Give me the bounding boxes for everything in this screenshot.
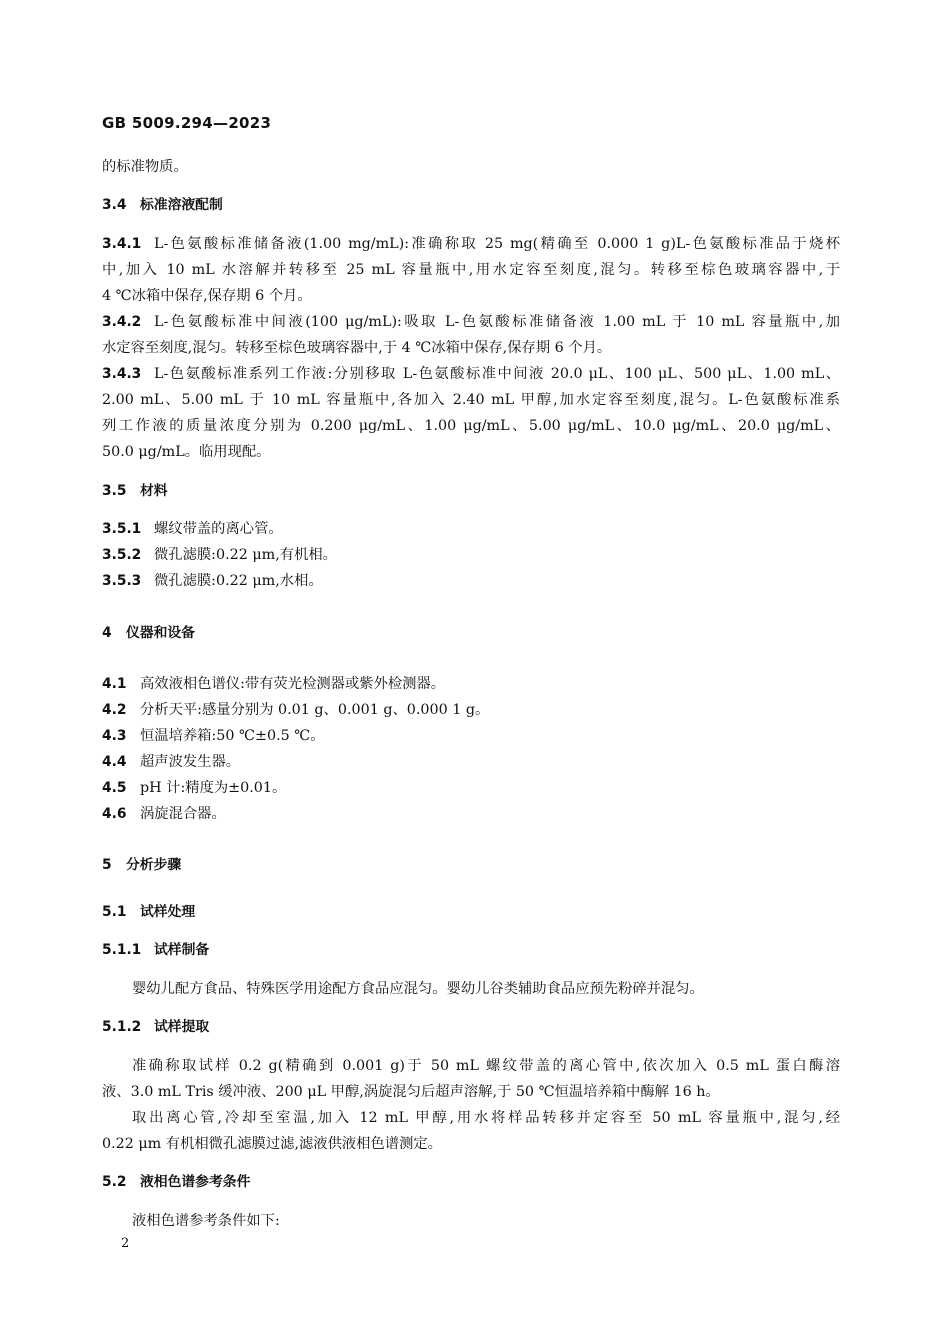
clause-number: 4.6	[102, 806, 127, 822]
section-heading-3-4	[102, 192, 840, 218]
clause-text: pH 计:精度为±0.01。	[140, 780, 287, 796]
section-heading-5-1-1	[102, 937, 840, 963]
clause-4-6	[102, 801, 840, 827]
paragraph-5-1-2-p2-line-1: 取出离心管,冷却至室温,加入 12 mL 甲醇,用水将样品转移并定容至 50 mL 容量瓶中,混匀,经	[132, 1110, 840, 1126]
chapter-heading-4	[102, 620, 840, 646]
paragraph-3-4-2-line-1	[102, 309, 840, 335]
section-title: 标准溶液配制	[140, 197, 223, 213]
clause-number: 3.4.3	[102, 366, 142, 382]
clause-number: 3.5.1	[102, 521, 142, 537]
paragraph-3-4-3-line-3: 列工作液的质量浓度分别为 0.200 μg/mL、1.00 μg/mL、5.00 μg/mL、10.0 μg/mL、20.0 μg/mL、	[102, 418, 840, 434]
clause-number: 4.2	[102, 702, 127, 718]
clause-number: 3.4.2	[102, 314, 142, 330]
section-title: 试样制备	[154, 942, 210, 958]
paragraph-3-4-3-line-4: 50.0 μg/mL。临用现配。	[102, 444, 271, 460]
clause-4-4	[102, 749, 840, 775]
paragraph-3-4-1-line-1	[102, 231, 840, 257]
clause-number: 4.5	[102, 780, 127, 796]
clause-text: 微孔滤膜:0.22 μm,水相。	[154, 573, 323, 589]
paragraph-5-1-2-p1-line-1: 准确称取试样 0.2 g(精确到 0.001 g)于 50 mL 螺纹带盖的离心管中,依次加入 0.5 mL 蛋白酶溶	[132, 1058, 840, 1074]
section-heading-5-1-2	[102, 1014, 840, 1040]
chapter-title: 分析步骤	[126, 857, 182, 873]
clause-text: 高效液相色谱仪:带有荧光检测器或紫外检测器。	[140, 676, 446, 692]
section-number: 5.1.2	[102, 1019, 142, 1035]
paragraph-5-2: 液相色谱参考条件如下:	[132, 1213, 280, 1229]
clause-text: 分析天平:感量分别为 0.01 g、0.001 g、0.000 1 g。	[140, 702, 490, 718]
section-number: 5.2	[102, 1174, 127, 1190]
section-title: 液相色谱参考条件	[140, 1174, 251, 1190]
section-title: 试样处理	[140, 904, 196, 920]
paragraph-3-4-2-line-2: 水定容至刻度,混匀。转移至棕色玻璃容器中,于 4 ℃冰箱中保存,保存期 6 个月。	[102, 340, 612, 356]
page-number: 2	[121, 1236, 130, 1251]
clause-text: 涡旋混合器。	[140, 806, 226, 822]
clause-4-2	[102, 697, 840, 723]
clause-text: L-色氨酸标准储备液(1.00 mg/mL):准确称取 25 mg(精确至 0.000 1 g)L-色氨酸标准品于烧杯	[154, 236, 840, 252]
paragraph-3-4-1-line-2: 中,加入 10 mL 水溶解并转移至 25 mL 容量瓶中,用水定容至刻度,混匀。转移至棕色玻璃容器中,于	[102, 262, 840, 278]
section-title: 材料	[140, 483, 168, 499]
chapter-number: 5	[102, 857, 112, 873]
clause-number: 4.3	[102, 728, 127, 744]
section-title: 试样提取	[154, 1019, 210, 1035]
clause-text: 微孔滤膜:0.22 μm,有机相。	[154, 547, 337, 563]
chapter-title: 仪器和设备	[126, 625, 195, 641]
clause-number: 4.1	[102, 676, 127, 692]
clause-4-1	[102, 671, 840, 697]
clause-text: 超声波发生器。	[140, 754, 241, 770]
clause-number: 3.4.1	[102, 236, 142, 252]
section-number: 3.4	[102, 197, 127, 213]
paragraph-line: 的标准物质。	[102, 159, 188, 175]
chapter-heading-5	[102, 852, 840, 878]
clause-4-3	[102, 723, 840, 749]
paragraph-3-4-1-line-3: 4 ℃冰箱中保存,保存期 6 个月。	[102, 288, 312, 304]
clause-text: 螺纹带盖的离心管。	[154, 521, 283, 537]
section-number: 5.1	[102, 904, 127, 920]
paragraph-3-4-3-line-2: 2.00 mL、5.00 mL 于 10 mL 容量瓶中,各加入 2.40 mL 甲醇,加水定容至刻度,混匀。L-色氨酸标准系	[102, 392, 840, 408]
clause-3-5-3	[102, 568, 840, 594]
clause-number: 4.4	[102, 754, 127, 770]
chapter-number: 4	[102, 625, 112, 641]
section-number: 5.1.1	[102, 942, 142, 958]
clause-3-5-1	[102, 516, 840, 542]
clause-text: L-色氨酸标准中间液(100 μg/mL):吸取 L-色氨酸标准储备液 1.00 mL 于 10 mL 容量瓶中,加	[154, 314, 840, 330]
standard-number: GB 5009.294—2023	[102, 114, 272, 132]
clause-4-5	[102, 775, 840, 801]
paragraph-3-4-3-line-1	[102, 361, 840, 387]
clause-text: 恒温培养箱:50 ℃±0.5 ℃。	[140, 728, 325, 744]
paragraph-5-1-1: 婴幼儿配方食品、特殊医学用途配方食品应混匀。婴幼儿谷类辅助食品应预先粉碎并混匀。	[132, 981, 704, 997]
section-heading-5-2	[102, 1169, 840, 1195]
section-number: 3.5	[102, 483, 127, 499]
clause-number: 3.5.2	[102, 547, 142, 563]
clause-number: 3.5.3	[102, 573, 142, 589]
paragraph-5-1-2-p1-line-2: 液、3.0 mL Tris 缓冲液、200 μL 甲醇,涡旋混匀后超声溶解,于 50 ℃恒温培养箱中酶解 16 h。	[102, 1084, 720, 1100]
paragraph-5-1-2-p2-line-2: 0.22 μm 有机相微孔滤膜过滤,滤液供液相色谱测定。	[102, 1136, 442, 1152]
section-heading-3-5	[102, 478, 840, 504]
clause-3-5-2	[102, 542, 840, 568]
section-heading-5-1	[102, 899, 840, 925]
clause-text: L-色氨酸标准系列工作液:分别移取 L-色氨酸标准中间液 20.0 μL、100 μL、500 μL、1.00 mL、	[154, 366, 840, 382]
